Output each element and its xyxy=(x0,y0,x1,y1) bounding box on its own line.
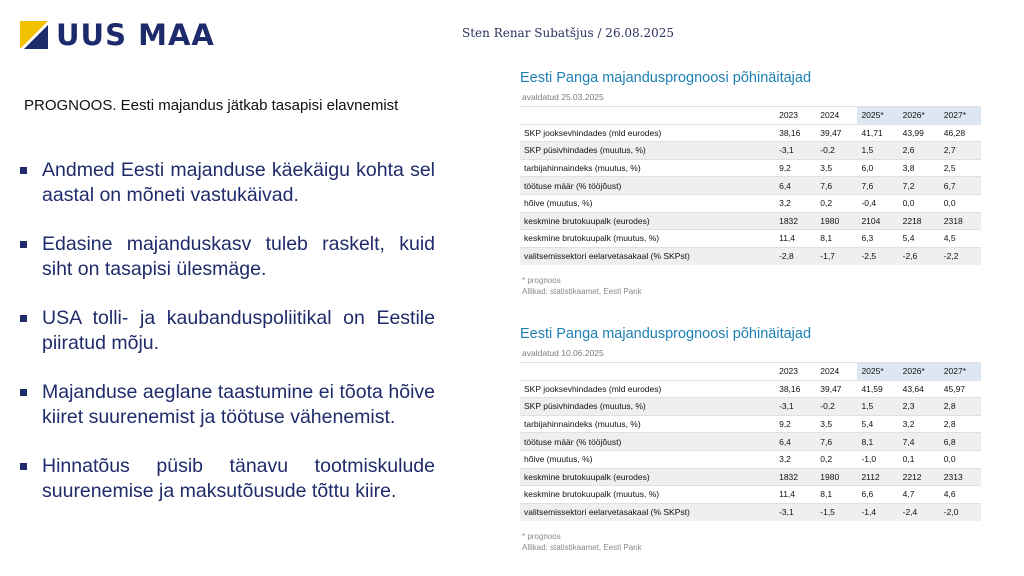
table-row xyxy=(520,124,981,142)
table-row xyxy=(520,142,981,160)
value-cell: 3,8 xyxy=(899,159,940,177)
table-title: Eesti Panga majandusprognoosi põhinäitajad xyxy=(520,326,812,342)
value-cell: 41,59 xyxy=(857,380,898,398)
bullet-text: Majanduse aeglane taastumine ei tõota hõive kiiret suurenemist ja töötuse vähenemist. xyxy=(42,381,435,428)
row-label-cell: hõive (muutus, %) xyxy=(520,450,775,468)
uus-maa-logo xyxy=(20,18,215,52)
table-sources: Allikad: statistikaamet, Eesti Pank xyxy=(522,286,642,296)
value-cell: 6,3 xyxy=(857,230,898,248)
bullet-list xyxy=(20,158,435,528)
forecast-footnote: * prognoos xyxy=(522,275,561,285)
value-cell: -0,2 xyxy=(816,142,857,160)
table-row xyxy=(520,194,981,212)
value-cell: 38,16 xyxy=(775,124,816,142)
value-cell: -2,6 xyxy=(899,247,940,265)
row-label-cell: tarbijahinnaindeks (muutus, %) xyxy=(520,415,775,433)
value-cell: 8,1 xyxy=(816,230,857,248)
row-label-cell: tarbijahinnaindeks (muutus, %) xyxy=(520,159,775,177)
row-label-cell: töötuse määr (% tööjõust) xyxy=(520,433,775,451)
value-cell: 4,6 xyxy=(940,486,981,504)
forecast-footnote: * prognoos xyxy=(522,531,561,541)
bullet-square-icon xyxy=(20,463,27,470)
value-cell: -1,7 xyxy=(816,247,857,265)
table-row xyxy=(520,212,981,230)
year-header-cell: 2025* xyxy=(857,363,898,381)
value-cell: 2318 xyxy=(940,212,981,230)
row-label-cell: SKP jooksevhindades (mld eurodes) xyxy=(520,124,775,142)
value-cell: 6,0 xyxy=(857,159,898,177)
table-title: Eesti Panga majandusprognoosi põhinäitajad xyxy=(520,70,812,86)
bullet-square-icon xyxy=(20,315,27,322)
value-cell: 0,0 xyxy=(940,450,981,468)
table-row xyxy=(520,433,981,451)
value-cell: 4,7 xyxy=(899,486,940,504)
year-header-cell: 2024 xyxy=(816,363,857,381)
value-cell: 39,47 xyxy=(816,380,857,398)
bullet-text: Andmed Eesti majanduse käekäigu kohta sel aastal on mõneti vastukäivad. xyxy=(42,159,435,206)
forecast-table xyxy=(520,106,981,265)
table-row xyxy=(520,450,981,468)
row-label-cell: töötuse määr (% tööjõust) xyxy=(520,177,775,195)
header-label-cell xyxy=(520,107,775,125)
value-cell: 11,4 xyxy=(775,230,816,248)
table-row xyxy=(520,503,981,521)
value-cell: 11,4 xyxy=(775,486,816,504)
row-label-cell: keskmine brutokuupalk (eurodes) xyxy=(520,212,775,230)
row-label-cell: keskmine brutokuupalk (muutus, %) xyxy=(520,230,775,248)
row-label-cell: valitsemissektori eelarvetasakaal (% SKPst) xyxy=(520,247,775,265)
table-row xyxy=(520,486,981,504)
table-published-date: avaldatud 10.06.2025 xyxy=(522,348,604,358)
row-label-cell: valitsemissektori eelarvetasakaal (% SKPst) xyxy=(520,503,775,521)
bullet-text: Edasine majanduskasv tuleb raskelt, kuid siht on tasapisi ülesmäge. xyxy=(42,233,435,280)
value-cell: 0,1 xyxy=(899,450,940,468)
year-header-cell: 2023 xyxy=(775,107,816,125)
logo-mark-icon xyxy=(20,21,48,49)
value-cell: 0,2 xyxy=(816,194,857,212)
value-cell: 3,2 xyxy=(775,194,816,212)
year-header-cell: 2025* xyxy=(857,107,898,125)
value-cell: 2313 xyxy=(940,468,981,486)
value-cell: 1980 xyxy=(816,468,857,486)
table-notes xyxy=(520,531,982,553)
row-label-cell: keskmine brutokuupalk (muutus, %) xyxy=(520,486,775,504)
value-cell: 2,6 xyxy=(899,142,940,160)
bullet-square-icon xyxy=(20,167,27,174)
value-cell: 3,2 xyxy=(899,415,940,433)
value-cell: 7,6 xyxy=(816,177,857,195)
bullet-item xyxy=(20,454,435,504)
value-cell: 7,4 xyxy=(899,433,940,451)
bullet-item xyxy=(20,306,435,356)
value-cell: -2,8 xyxy=(775,247,816,265)
value-cell: 6,6 xyxy=(857,486,898,504)
value-cell: -1,0 xyxy=(857,450,898,468)
value-cell: 4,5 xyxy=(940,230,981,248)
value-cell: 8,1 xyxy=(857,433,898,451)
value-cell: 3,5 xyxy=(816,159,857,177)
value-cell: 45,97 xyxy=(940,380,981,398)
value-cell: 2,7 xyxy=(940,142,981,160)
year-header-cell: 2027* xyxy=(940,363,981,381)
value-cell: -3,1 xyxy=(775,398,816,416)
row-label-cell: SKP püsivhindades (muutus, %) xyxy=(520,398,775,416)
value-cell: 2104 xyxy=(857,212,898,230)
row-label-cell: hõive (muutus, %) xyxy=(520,194,775,212)
table-sources: Allikad: statistikaamet, Eesti Pank xyxy=(522,542,642,552)
value-cell: 2218 xyxy=(899,212,940,230)
forecast-table xyxy=(520,362,981,521)
value-cell: 2,8 xyxy=(940,398,981,416)
author-date-line: Sten Renar Subatšjus / 26.08.2025 xyxy=(462,26,675,40)
header-label-cell xyxy=(520,363,775,381)
value-cell: 9,2 xyxy=(775,159,816,177)
table-published-date: avaldatud 25.03.2025 xyxy=(522,92,604,102)
table-header-row xyxy=(520,363,981,381)
value-cell: -3,1 xyxy=(775,503,816,521)
bullet-text: Hinnatõus püsib tänavu tootmiskulude suurenemise ja maksutõusude tõttu kiire. xyxy=(42,455,435,502)
value-cell: -0,2 xyxy=(816,398,857,416)
value-cell: 0,2 xyxy=(816,450,857,468)
value-cell: -1,5 xyxy=(816,503,857,521)
value-cell: -2,2 xyxy=(940,247,981,265)
value-cell: 39,47 xyxy=(816,124,857,142)
forecast-panel-june xyxy=(520,326,982,553)
value-cell: 2,8 xyxy=(940,415,981,433)
value-cell: 3,5 xyxy=(816,415,857,433)
table-row xyxy=(520,380,981,398)
table-row xyxy=(520,230,981,248)
value-cell: 5,4 xyxy=(857,415,898,433)
value-cell: 1832 xyxy=(775,468,816,486)
year-header-cell: 2023 xyxy=(775,363,816,381)
table-row xyxy=(520,159,981,177)
value-cell: -1,4 xyxy=(857,503,898,521)
value-cell: 6,8 xyxy=(940,433,981,451)
value-cell: 2,5 xyxy=(940,159,981,177)
table-row xyxy=(520,398,981,416)
year-header-cell: 2027* xyxy=(940,107,981,125)
value-cell: 1832 xyxy=(775,212,816,230)
bullet-square-icon xyxy=(20,241,27,248)
value-cell: 1980 xyxy=(816,212,857,230)
value-cell: 3,2 xyxy=(775,450,816,468)
value-cell: 7,2 xyxy=(899,177,940,195)
bullet-item xyxy=(20,158,435,208)
value-cell: 41,71 xyxy=(857,124,898,142)
value-cell: 2212 xyxy=(899,468,940,486)
value-cell: 6,4 xyxy=(775,177,816,195)
value-cell: 7,6 xyxy=(857,177,898,195)
value-cell: 1,5 xyxy=(857,398,898,416)
value-cell: 0,0 xyxy=(899,194,940,212)
value-cell: 0,0 xyxy=(940,194,981,212)
bullet-item xyxy=(20,380,435,430)
value-cell: 8,1 xyxy=(816,486,857,504)
value-cell: -0,4 xyxy=(857,194,898,212)
value-cell: 9,2 xyxy=(775,415,816,433)
table-row xyxy=(520,415,981,433)
row-label-cell: SKP jooksevhindades (mld eurodes) xyxy=(520,380,775,398)
forecast-panel-march xyxy=(520,70,982,297)
value-cell: 1,5 xyxy=(857,142,898,160)
value-cell: -2,4 xyxy=(899,503,940,521)
table-row xyxy=(520,177,981,195)
value-cell: -2,0 xyxy=(940,503,981,521)
value-cell: 6,4 xyxy=(775,433,816,451)
value-cell: 2,3 xyxy=(899,398,940,416)
row-label-cell: SKP püsivhindades (muutus, %) xyxy=(520,142,775,160)
bullet-square-icon xyxy=(20,389,27,396)
value-cell: -3,1 xyxy=(775,142,816,160)
row-label-cell: keskmine brutokuupalk (eurodes) xyxy=(520,468,775,486)
value-cell: -2,5 xyxy=(857,247,898,265)
bullet-item xyxy=(20,232,435,282)
year-header-cell: 2026* xyxy=(899,363,940,381)
value-cell: 38,16 xyxy=(775,380,816,398)
value-cell: 7,6 xyxy=(816,433,857,451)
logo-text: UUS MAA xyxy=(56,18,215,52)
value-cell: 43,99 xyxy=(899,124,940,142)
value-cell: 43,64 xyxy=(899,380,940,398)
table-row xyxy=(520,468,981,486)
slide-title: PROGNOOS. Eesti majandus jätkab tasapisi elavnemist xyxy=(24,97,399,114)
table-row xyxy=(520,247,981,265)
value-cell: 46,28 xyxy=(940,124,981,142)
year-header-cell: 2024 xyxy=(816,107,857,125)
table-header-row xyxy=(520,107,981,125)
value-cell: 6,7 xyxy=(940,177,981,195)
year-header-cell: 2026* xyxy=(899,107,940,125)
value-cell: 5,4 xyxy=(899,230,940,248)
table-notes xyxy=(520,275,982,297)
value-cell: 2112 xyxy=(857,468,898,486)
bullet-text: USA tolli- ja kaubanduspoliitikal on Eestile piiratud mõju. xyxy=(42,307,435,354)
